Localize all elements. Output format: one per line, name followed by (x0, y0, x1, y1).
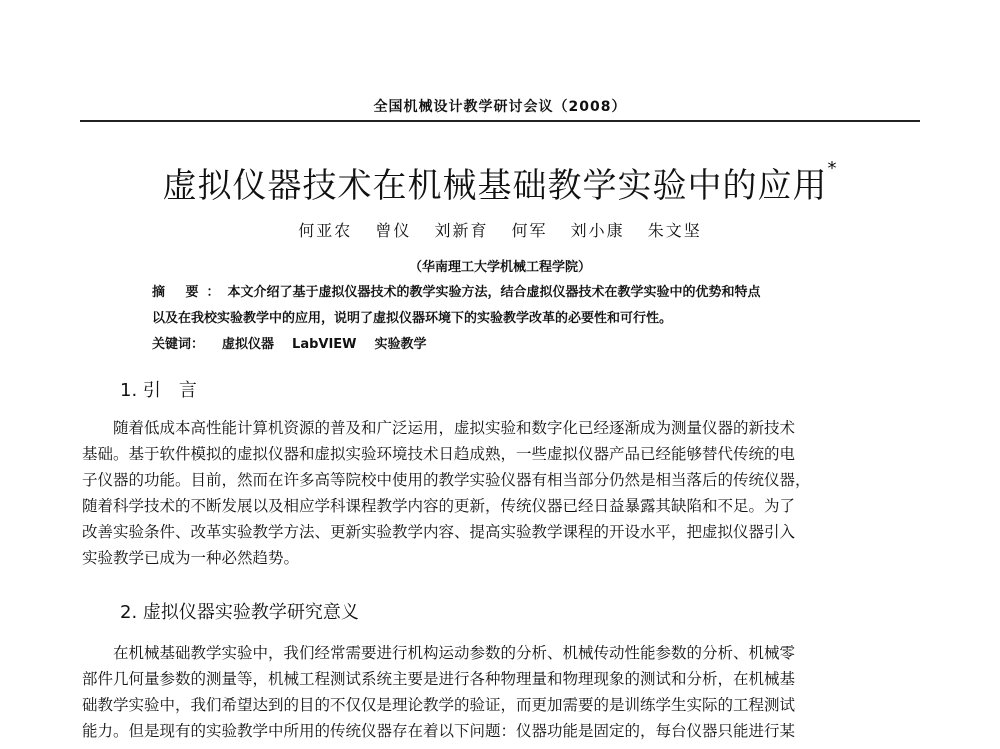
paragraph-line: 随着低成本高性能计算机资源的普及和广泛运用，虚拟实验和数字化已经逐渐成为测量仪器的新技术 (82, 419, 796, 437)
title-footnote-mark: * (827, 158, 838, 179)
section-1-heading: 1. 引 言 (120, 380, 197, 401)
paragraph-line: 在机械基础教学实验中，我们经常需要进行机构运动参数的分析、机械传动性能参数的分析、机械零 (82, 644, 796, 662)
affiliation: （华南理工大学机械工程学院） (408, 260, 591, 275)
paper-title (80, 158, 920, 207)
paragraph-line: 础教学实验中，我们希望达到的目的不仅仅是理论教学的验证，而更加需要的是训练学生实际的工程测试 (82, 696, 796, 714)
conference-header: 全国机械设计教学研讨会议（2008） (373, 99, 627, 115)
abstract-line-1: 摘 要：本文介绍了基于虚拟仪器技术的教学实验方法，结合虚拟仪器技术在教学实验中的优势和特点 (152, 285, 761, 300)
section-2-paragraph (82, 640, 920, 744)
keyword: LabVIEW (292, 337, 357, 352)
keywords-line (152, 332, 852, 358)
keywords-label: 关键词： (152, 337, 205, 352)
paragraph-line: 子仪器的功能。目前，然而在许多高等院校中使用的教学实验仪器有相当部分仍然是相当落后的传统仪器， (82, 471, 811, 489)
paragraph-line: 部件几何量参数的测量等，机械工程测试系统主要是进行各种物理量和物理现象的测试和分析，在机械基 (82, 670, 796, 688)
paragraph-line: 能力。但是现有的实验教学中所用的传统仪器存在着以下问题：仪器功能是固定的，每台仪器只能进行某 (82, 722, 796, 740)
paragraph-line: 改善实验条件、改革实验教学方法、更新实验教学内容、提高实验教学课程的开设水平，把虚拟仪器引入 (82, 523, 796, 541)
paragraph-line: 基础。基于软件模拟的虚拟仪器和虚拟实验环境技术日趋成熟，一些虚拟仪器产品已经能够替代传统的电 (82, 445, 796, 463)
paper-title-text: 虚拟仪器技术在机械基础教学实验中的应用 (162, 166, 828, 206)
section-1-paragraph (82, 415, 920, 571)
header-rule (80, 120, 920, 122)
author-list: 何亚农 曾仪 刘新育 何军 刘小康 朱文坚 (298, 221, 702, 240)
keyword: 虚拟仪器 (222, 337, 275, 352)
abstract-label: 摘 要： (152, 285, 228, 300)
keyword: 实验教学 (374, 337, 427, 352)
abstract-line-2: 以及在我校实验教学中的应用，说明了虚拟仪器环境下的实验教学改革的必要性和可行性。 (152, 311, 673, 326)
section-2-heading: 2. 虚拟仪器实验教学研究意义 (120, 602, 359, 623)
abstract-block (152, 280, 852, 358)
paragraph-line: 随着科学技术的不断发展以及相应学科课程教学内容的更新，传统仪器已经日益暴露其缺陷和不足。为了 (82, 497, 796, 515)
paragraph-line: 实验教学已成为一种必然趋势。 (82, 549, 300, 567)
